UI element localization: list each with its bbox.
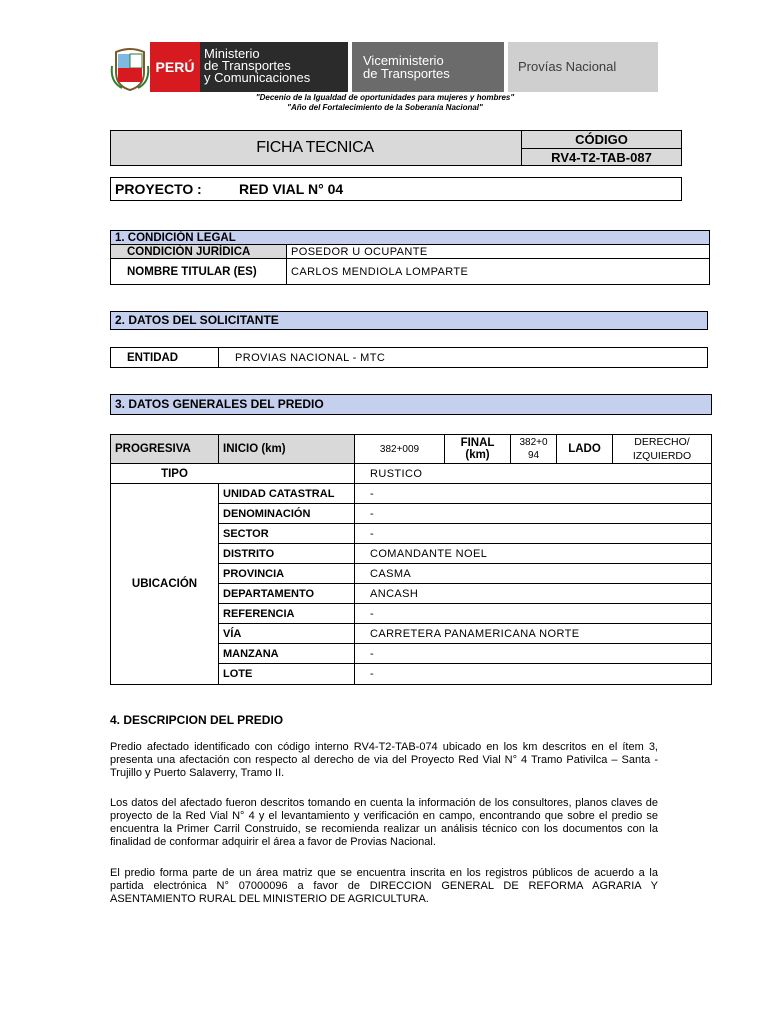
ministerio-brand xyxy=(200,42,348,92)
ubicacion-row-value: - xyxy=(355,644,712,664)
viceministerio-brand xyxy=(352,42,504,92)
ubicacion-row-value: - xyxy=(355,484,712,504)
mtc-line-2: de Transportes xyxy=(204,58,291,73)
ubicacion-row-label: MANZANA xyxy=(219,644,355,664)
ubicacion-row-value: - xyxy=(355,604,712,624)
ubicacion-row-value: - xyxy=(355,504,712,524)
final-label: FINAL (km) xyxy=(445,435,511,464)
entidad-value: PROVIAS NACIONAL - MTC xyxy=(219,348,708,368)
titular-value: CARLOS MENDIOLA LOMPARTE xyxy=(287,259,710,285)
predio-table xyxy=(110,434,712,685)
ubicacion-row-value: - xyxy=(355,664,712,685)
ubicacion-row-value: - xyxy=(355,524,712,544)
ubicacion-row-label: DENOMINACIÓN xyxy=(219,504,355,524)
ubicacion-row-value: CASMA xyxy=(355,564,712,584)
vice-line-2: de Transportes xyxy=(363,66,450,81)
codigo-value: RV4-T2-TAB-087 xyxy=(521,149,681,166)
ubicacion-row-label: SECTOR xyxy=(219,524,355,544)
ubicacion-row-label: UNIDAD CATASTRAL xyxy=(219,484,355,504)
inicio-value: 382+009 xyxy=(355,435,445,464)
ubicacion-row-label: DISTRITO xyxy=(219,544,355,564)
proyecto-value: RED VIAL N° 04 xyxy=(239,181,344,197)
descripcion-paragraph-2: Los datos del afectado fueron descritos tomando en cuenta la información de los consultores, planos claves de proyecto de la Red Vial N° 4 y el levantamiento y verificación en campo, encontrando que sobre el predio se encuentra la Primer Carril Construido, se recomienda realizar un análisis técnico con los documentos con la finalidad de conformar adquirir el área a favor de Provias Nacional. xyxy=(110,797,658,848)
section-3-title: 3. DATOS GENERALES DEL PREDIO xyxy=(110,394,712,415)
slogan-decenio: "Decenio de la Igualdad de oportunidades para mujeres y hombres" xyxy=(255,93,515,102)
descripcion-paragraph-3: El predio forma parte de un área matriz que se encuentra inscrita en los registros públicos de acuerdo a la partida electrónica N° 07000096 a favor de DIRECCION GENERAL DE REFORMA AGRARIA Y ASENTAMIENTO RURAL DEL MINISTERIO DE AGRICULTURA. xyxy=(110,867,658,905)
condicion-legal-table xyxy=(110,230,710,285)
peru-brand: PERÚ xyxy=(150,42,200,92)
section-1-title: 1. CONDICIÓN LEGAL xyxy=(111,231,710,245)
ubicacion-row-label: PROVINCIA xyxy=(219,564,355,584)
tipo-value: RUSTICO xyxy=(355,464,712,484)
proyecto-row xyxy=(110,177,682,201)
ubicacion-row-label: DEPARTAMENTO xyxy=(219,584,355,604)
final-value: 382+094 xyxy=(511,435,557,464)
lado-label: LADO xyxy=(557,435,613,464)
ubicacion-row-label: LOTE xyxy=(219,664,355,685)
ubicacion-row-value: ANCASH xyxy=(355,584,712,604)
ubicacion-row-label: REFERENCIA xyxy=(219,604,355,624)
codigo-label: CÓDIGO xyxy=(521,131,681,149)
proyecto-colon: : xyxy=(197,181,202,197)
ubicacion-row-label: VÍA xyxy=(219,624,355,644)
inicio-label: INICIO (km) xyxy=(219,435,355,464)
progresiva-label: PROGRESIVA xyxy=(111,435,219,464)
provias-brand: Provías Nacional xyxy=(508,42,658,92)
titular-label: NOMBRE TITULAR (ES) xyxy=(111,259,287,285)
solicitante-table xyxy=(110,347,708,368)
section-4-title: 4. DESCRIPCION DEL PREDIO xyxy=(110,713,284,727)
proyecto-label: PROYECTO xyxy=(115,181,194,197)
ubicacion-row-value: CARRETERA PANAMERICANA NORTE xyxy=(355,624,712,644)
ficha-title: FICHA TECNICA xyxy=(256,139,374,156)
ubicacion-row-value: COMANDANTE NOEL xyxy=(355,544,712,564)
mtc-line-1: Ministerio xyxy=(204,46,260,61)
ubicacion-label: UBICACIÓN xyxy=(111,484,219,685)
entidad-label: ENTIDAD xyxy=(111,348,219,368)
slogan-anio: "Año del Fortalecimiento de la Soberanía Nacional" xyxy=(287,103,483,112)
section-2-title: 2. DATOS DEL SOLICITANTE xyxy=(110,311,708,330)
juridica-value: POSEDOR U OCUPANTE xyxy=(287,245,710,259)
lado-value: DERECHO/ IZQUIERDO xyxy=(613,435,712,464)
tipo-label: TIPO xyxy=(111,464,355,484)
descripcion-paragraph-1: Predio afectado identificado con código interno RV4-T2-TAB-074 ubicado en los km descritos en el ítem 3, presenta una afectación con respecto al derecho de via del Proyecto Red Vial N° 4 Tramo Pativilca – Santa - Trujillo y Puerto Salaverry, Tramo II. xyxy=(110,741,658,779)
juridica-label: CONDICIÓN JURÍDICA xyxy=(111,245,287,259)
vice-line-1: Viceministerio xyxy=(363,53,444,68)
mtc-line-3: y Comunicaciones xyxy=(204,70,311,85)
peru-coat-of-arms-icon xyxy=(110,46,150,92)
